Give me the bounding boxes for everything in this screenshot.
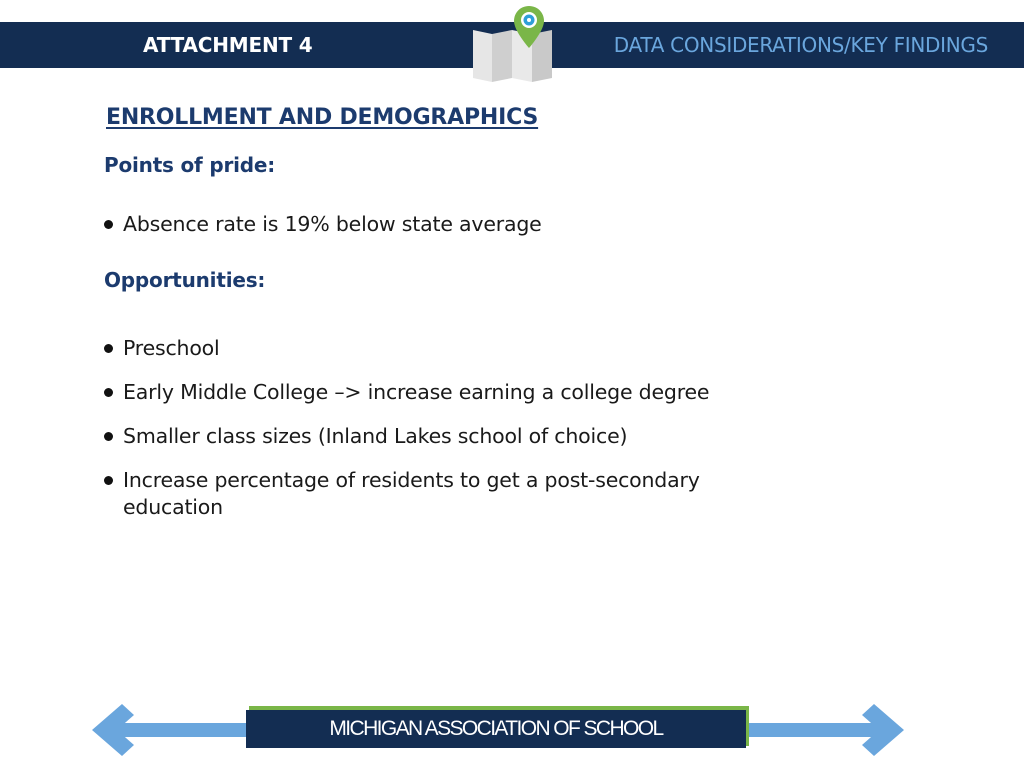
opportunity-item-text: Early Middle College –> increase earning a college degree xyxy=(123,380,710,404)
page-title: ENROLLMENT AND DEMOGRAPHICS xyxy=(106,105,539,130)
footer-banner-text: MICHIGAN ASSOCIATION OF SCHOOL xyxy=(329,717,663,740)
opportunity-list-item xyxy=(104,423,744,450)
bullet-icon xyxy=(104,432,113,441)
opportunities-heading: Opportunities: xyxy=(104,268,266,292)
opportunity-item-text: Smaller class sizes (Inland Lakes school of choice) xyxy=(123,424,628,448)
opportunity-list-item xyxy=(104,379,744,406)
pride-list-item xyxy=(104,211,744,238)
bullet-icon xyxy=(104,220,113,229)
pride-item-text: Absence rate is 19% below state average xyxy=(123,212,542,236)
bullet-icon xyxy=(104,476,113,485)
opportunity-list-item xyxy=(104,467,744,521)
opportunity-list-item xyxy=(104,335,744,362)
bullet-icon xyxy=(104,388,113,397)
bullet-icon xyxy=(104,344,113,353)
attachment-label: ATTACHMENT 4 xyxy=(143,33,313,57)
folded-map-icon xyxy=(473,30,552,82)
section-title: DATA CONSIDERATIONS/KEY FINDINGS xyxy=(613,33,988,57)
opportunity-item-text: Increase percentage of residents to get a post-secondary education xyxy=(123,468,700,519)
opportunity-item-text: Preschool xyxy=(123,336,220,360)
map-pin-icon xyxy=(470,4,560,84)
points-of-pride-heading: Points of pride: xyxy=(104,153,276,177)
footer-banner xyxy=(246,710,746,748)
